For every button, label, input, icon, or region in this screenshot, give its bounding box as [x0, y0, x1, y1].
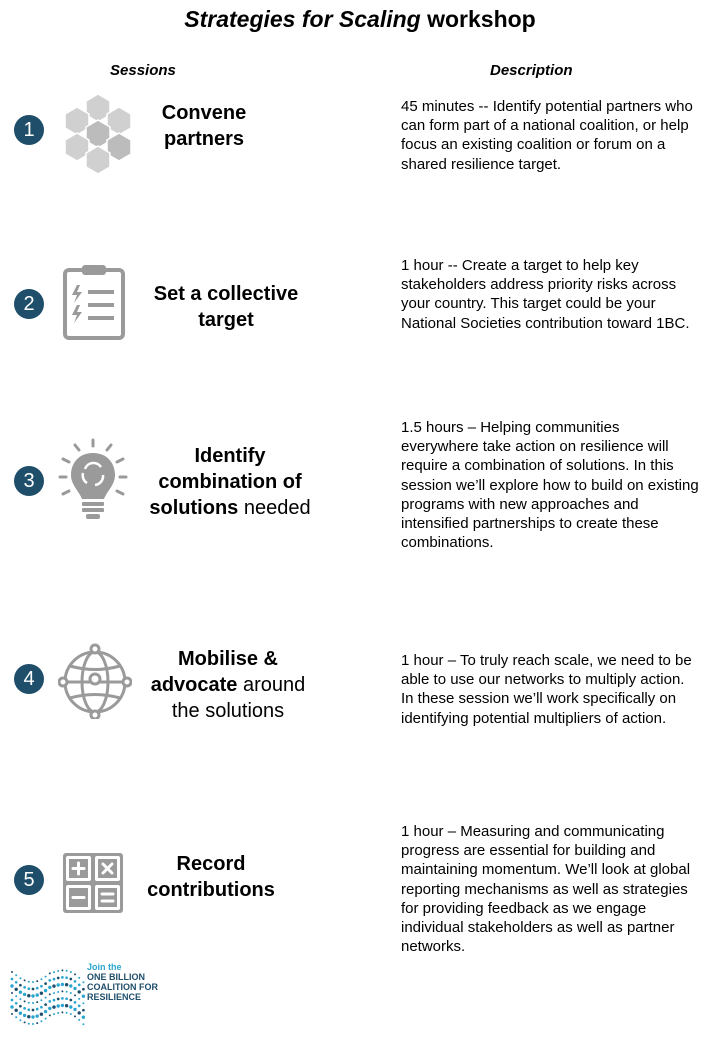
- session-1-number: 1: [14, 115, 44, 145]
- description-column-header: Description: [490, 62, 573, 79]
- session-2-title: Set a collective target: [153, 283, 299, 331]
- logo-line-3: COALITION FOR: [87, 982, 158, 992]
- calculator-icon: [62, 852, 124, 914]
- session-4-description: 1 hour – To truly reach scale, we need to be able to use our networks to multiply action. In these session we’ll work specifically on identifying potential multipliers of action.: [401, 652, 692, 727]
- session-5-number: 5: [14, 865, 44, 895]
- clipboard-checklist-icon: [62, 263, 126, 341]
- session-4-title: Mobilise & advocate around the solutions: [150, 648, 306, 722]
- sessions-column-header: Sessions: [110, 62, 176, 79]
- session-1-description: 45 minutes -- Identify potential partners who can form part of a national coalition, or help focus an existing coalition or forum on a shared resilience target.: [401, 98, 693, 173]
- globe-network-icon: [58, 643, 132, 719]
- hexagon-cluster-icon: [62, 92, 134, 174]
- session-5-description: 1 hour – Measuring and communicating progress are essential for building and maintaining momentum. We’ll look at global reporting mechanisms as well as strategies for providing feedback as we engage individual stakeholders as well as partner networks.: [401, 823, 691, 956]
- session-3-title: Identify combination of solutions needed: [149, 445, 311, 519]
- logo-line-1: Join the: [87, 962, 122, 972]
- session-3-number: 3: [14, 466, 44, 496]
- coalition-logo-text: [87, 962, 158, 1002]
- logo-line-4: RESILIENCE: [87, 992, 142, 1002]
- page-title: [0, 6, 720, 33]
- logo-line-2: ONE BILLION: [87, 972, 145, 982]
- session-2-number: 2: [14, 289, 44, 319]
- session-2-description: 1 hour -- Create a target to help key stakeholders address priority risks across your country. This target could be your National Societies contribution toward 1BC.: [401, 257, 690, 332]
- lightbulb-icon: [57, 437, 129, 525]
- session-4-number: 4: [14, 664, 44, 694]
- session-3-description: 1.5 hours – Helping communities everywhere take action on resilience will require a combination of solutions. In this session we’ll explore how to build on existing programs with new approaches and intensified partnerships to create these combinations.: [401, 419, 699, 552]
- session-1-title: Convene partners: [161, 102, 247, 150]
- session-5-title: Record contributions: [147, 853, 275, 901]
- title-italic: Strategies for Scaling: [184, 6, 421, 32]
- title-rest: workshop: [420, 6, 536, 32]
